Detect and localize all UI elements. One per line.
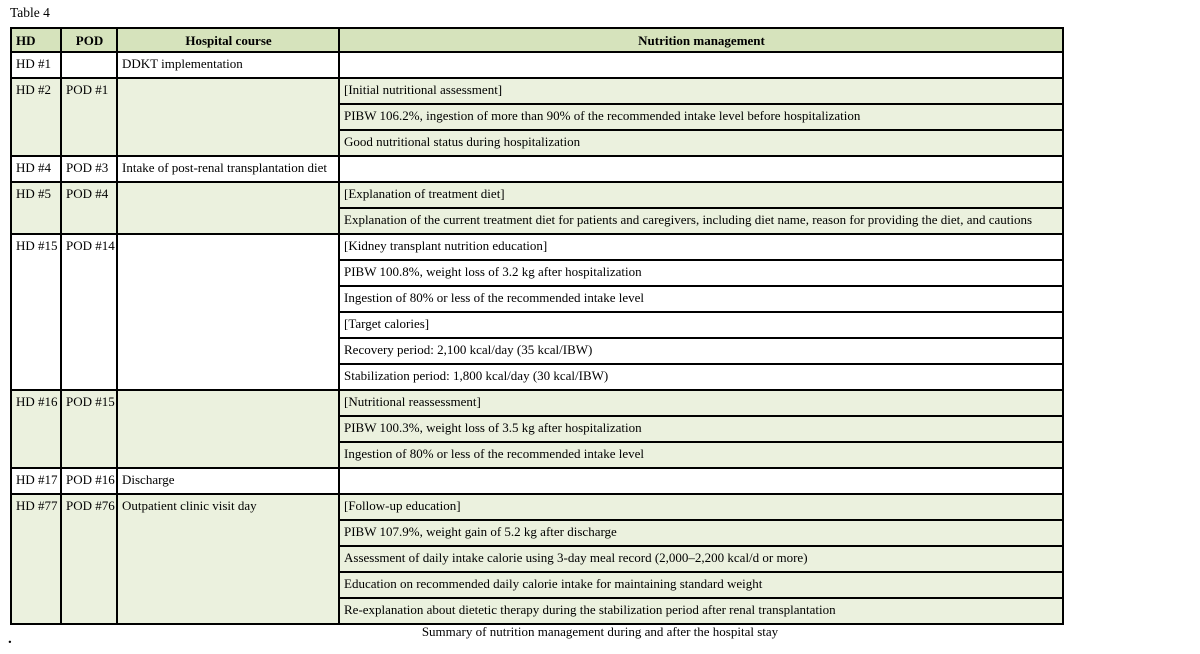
nutrition-cell: [Follow-up education] [339,494,1063,520]
hospital-course-cell [117,182,339,234]
hd-cell: HD #17 [11,468,61,494]
table-row [11,234,1063,260]
nutrition-cell: Re-explanation about dietetic therapy during the stabilization period after renal transplantation [339,598,1063,624]
pod-cell: POD #76 [61,494,117,624]
nutrition-cell: Ingestion of 80% or less of the recommended intake level [339,442,1063,468]
header-pod: POD [61,28,117,52]
nutrition-cell: Recovery period: 2,100 kcal/day (35 kcal/IBW) [339,338,1063,364]
table-caption: Summary of nutrition management during and after the hospital stay [421,624,779,639]
pod-cell: POD #3 [61,156,117,182]
hospital-course-cell: DDKT implementation [117,52,339,78]
hd-cell: HD #5 [11,182,61,234]
nutrition-cell [339,52,1063,78]
table-row [11,182,1063,208]
pod-cell: POD #16 [61,468,117,494]
hospital-course-cell: Discharge [117,468,339,494]
hd-cell: HD #77 [11,494,61,624]
hospital-course-cell [117,78,339,156]
hospital-course-cell: Outpatient clinic visit day [117,494,339,624]
nutrition-cell: [Target calories] [339,312,1063,338]
pod-cell: POD #15 [61,390,117,468]
nutrition-cell: Ingestion of 80% or less of the recommended intake level [339,286,1063,312]
hd-cell: HD #15 [11,234,61,390]
nutrition-cell: [Explanation of treatment diet] [339,182,1063,208]
nutrition-cell: Good nutritional status during hospitalization [339,130,1063,156]
hd-cell: HD #2 [11,78,61,156]
nutrition-cell: PIBW 100.3%, weight loss of 3.5 kg after hospitalization [339,416,1063,442]
nutrition-cell: [Nutritional reassessment] [339,390,1063,416]
hd-cell: HD #1 [11,52,61,78]
table-header-row [11,28,1063,52]
nutrition-cell: Stabilization period: 1,800 kcal/day (30 kcal/IBW) [339,364,1063,390]
nutrition-cell: Explanation of the current treatment diet for patients and caregivers, including diet name, reason for providing the diet, and cautions [339,208,1063,234]
header-hd: HD [11,28,61,52]
nutrition-cell: PIBW 107.9%, weight gain of 5.2 kg after discharge [339,520,1063,546]
table-row [11,78,1063,104]
hd-cell: HD #4 [11,156,61,182]
nutrition-cell [339,468,1063,494]
nutrition-cell: Assessment of daily intake calorie using 3-day meal record (2,000–2,200 kcal/d or more) [339,546,1063,572]
table-row [11,156,1063,182]
nutrition-management-table [10,27,1064,625]
trailing-period: . [8,631,12,647]
pod-cell: POD #14 [61,234,117,390]
nutrition-cell: [Kidney transplant nutrition education] [339,234,1063,260]
pod-cell: POD #1 [61,78,117,156]
table-body [11,52,1063,624]
hospital-course-cell [117,234,339,390]
nutrition-cell: Education on recommended daily calorie intake for maintaining standard weight [339,572,1063,598]
nutrition-cell: PIBW 106.2%, ingestion of more than 90% of the recommended intake level before hospitalization [339,104,1063,130]
table-row [11,494,1063,520]
hospital-course-cell [117,390,339,468]
nutrition-cell: PIBW 100.8%, weight loss of 3.2 kg after hospitalization [339,260,1063,286]
pod-cell: POD #4 [61,182,117,234]
table-row [11,52,1063,78]
hospital-course-cell: Intake of post-renal transplantation diet [117,156,339,182]
table-row [11,390,1063,416]
pod-cell [61,52,117,78]
table-label: Table 4 [10,5,50,20]
hd-cell: HD #16 [11,390,61,468]
nutrition-cell: [Initial nutritional assessment] [339,78,1063,104]
table-row [11,468,1063,494]
nutrition-cell [339,156,1063,182]
header-hospital-course: Hospital course [117,28,339,52]
header-nutrition-management: Nutrition management [339,28,1063,52]
